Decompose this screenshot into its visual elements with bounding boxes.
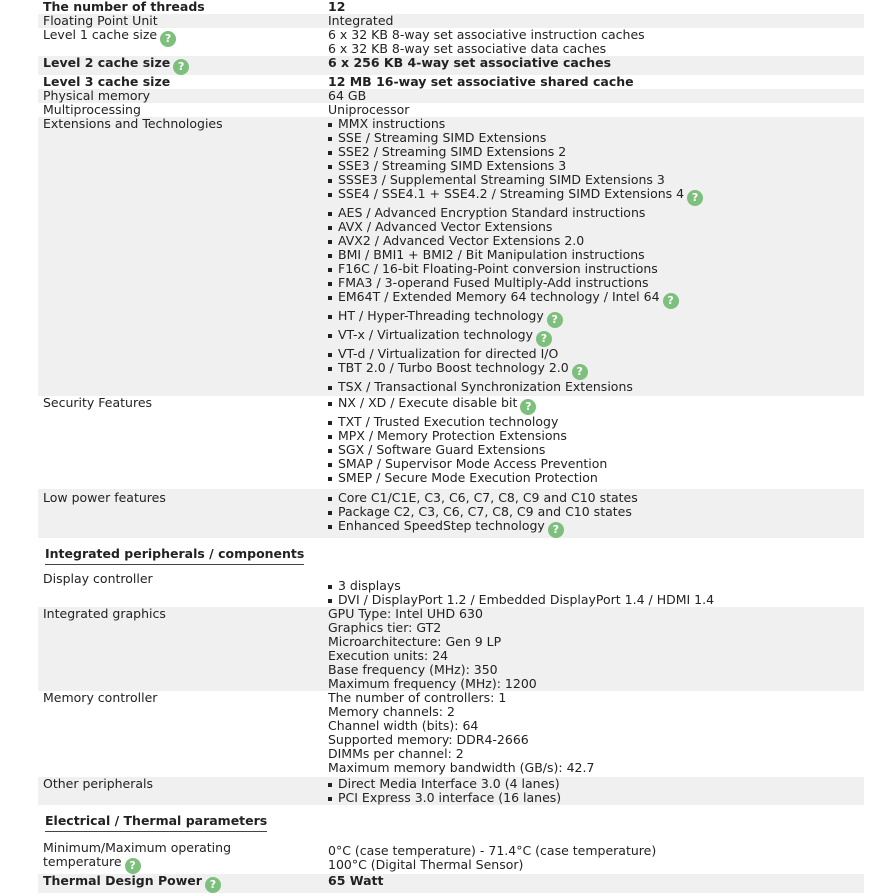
list-item-text: SGX / Software Guard Extensions: [338, 442, 546, 457]
list-item-text: VT-x / Virtualization technology: [338, 327, 533, 342]
list-item: [328, 415, 864, 429]
spec-value-line: Memory channels: 2: [328, 704, 455, 719]
list-item: [328, 443, 864, 457]
list-item-text: MMX instructions: [338, 116, 446, 131]
spec-label: [38, 56, 328, 75]
spec-row: [38, 572, 864, 607]
list-item-text: TBT 2.0 / Turbo Boost technology 2.0: [338, 360, 569, 375]
spec-value-line: Base frequency (MHz): 350: [328, 662, 498, 677]
spec-label: [38, 841, 328, 874]
feature-list: [328, 491, 864, 538]
spec-value-line: Uniprocessor: [328, 102, 410, 117]
spec-value: [328, 691, 864, 775]
spec-row: [38, 396, 864, 489]
list-item-text: SMAP / Supervisor Mode Access Prevention: [338, 456, 608, 471]
list-item: [328, 131, 864, 145]
help-icon[interactable]: ?: [125, 858, 141, 874]
spec-label: [38, 28, 328, 56]
spec-label-text: Other peripherals: [43, 776, 154, 791]
list-item-text: Core C1/C1E, C3, C6, C7, C8, C9 and C10 states: [338, 490, 638, 505]
help-icon[interactable]: ?: [160, 31, 176, 47]
spec-value-line: 0°C (case temperature) - 71.4°C (case temperature): [328, 843, 657, 858]
list-item-text: Direct Media Interface 3.0 (4 lanes): [338, 776, 560, 791]
spec-label-text: Level 3 cache size: [43, 74, 171, 89]
spec-label: [38, 75, 328, 89]
spec-value-line: Supported memory: DDR4-2666: [328, 732, 529, 747]
list-item: [328, 471, 864, 485]
list-item: [328, 396, 864, 415]
list-item: [328, 777, 864, 791]
spec-value-line: 12: [328, 0, 346, 14]
list-item: [328, 206, 864, 220]
spec-value-line: Maximum frequency (MHz): 1200: [328, 676, 537, 691]
list-item: [328, 220, 864, 234]
spec-label: [38, 572, 328, 607]
spec-label-text: Display controller: [43, 571, 153, 586]
spec-row: [38, 89, 864, 103]
spec-row: [38, 874, 864, 893]
list-item-text: 3 displays: [338, 578, 401, 593]
spec-value: [328, 117, 864, 394]
list-item-text: HT / Hyper-Threading technology: [338, 308, 544, 323]
spec-label: [38, 0, 328, 14]
list-item: [328, 579, 864, 593]
help-icon[interactable]: ?: [687, 190, 703, 206]
spec-value: [328, 75, 864, 89]
list-item: [328, 262, 864, 276]
list-item-text: VT-d / Virtualization for directed I/O: [338, 346, 559, 361]
spec-label: [38, 103, 328, 117]
list-item-text: Package C2, C3, C6, C7, C8, C9 and C10 states: [338, 504, 632, 519]
list-item-text: NX / XD / Execute disable bit: [338, 395, 518, 410]
list-item: [328, 159, 864, 173]
list-item-text: SSE3 / Streaming SIMD Extensions 3: [338, 158, 567, 173]
spec-value-line: 64 GB: [328, 88, 367, 103]
help-icon[interactable]: ?: [536, 331, 552, 347]
help-icon[interactable]: ?: [205, 877, 221, 893]
spec-value: [328, 572, 864, 607]
feature-list: [328, 777, 864, 805]
help-icon[interactable]: ?: [663, 293, 679, 309]
list-item-text: BMI / BMI1 + BMI2 / Bit Manipulation instructions: [338, 247, 645, 262]
list-item-text: SSSE3 / Supplemental Streaming SIMD Extensions 3: [338, 172, 665, 187]
list-item: [328, 457, 864, 471]
spec-value-line: 6 x 32 KB 8-way set associative instruction caches: [328, 27, 645, 42]
list-item-text: EM64T / Extended Memory 64 technology / Intel 64: [338, 289, 660, 304]
spec-value: [328, 28, 864, 56]
spec-value-line: Graphics tier: GT2: [328, 620, 442, 635]
spec-row: [38, 75, 864, 89]
list-item: [328, 234, 864, 248]
list-item-text: AVX / Advanced Vector Extensions: [338, 219, 553, 234]
spec-value-line: The number of controllers: 1: [328, 690, 507, 705]
section-header: [0, 805, 889, 839]
section-title: Integrated peripherals / components: [45, 547, 304, 565]
spec-value-line: Maximum memory bandwidth (GB/s): 42.7: [328, 760, 595, 775]
spec-label-text: Multiprocessing: [43, 102, 141, 117]
list-item-text: SSE / Streaming SIMD Extensions: [338, 130, 547, 145]
spec-value-line: DIMMs per channel: 2: [328, 746, 464, 761]
list-item: [328, 791, 864, 805]
spec-value: [328, 841, 864, 874]
spec-value: [328, 874, 864, 893]
spec-value: [328, 103, 864, 117]
list-item-text: AVX2 / Advanced Vector Extensions 2.0: [338, 233, 585, 248]
list-item: [328, 145, 864, 159]
spec-label-text: Level 1 cache size: [43, 27, 158, 42]
list-item-text: F16C / 16-bit Floating-Point conversion instructions: [338, 261, 658, 276]
list-item: [328, 187, 864, 206]
spec-row: [38, 777, 864, 805]
spec-label: [38, 117, 328, 394]
list-item-text: TSX / Transactional Synchronization Extensions: [338, 379, 633, 394]
spec-value: [328, 89, 864, 103]
spec-row: [38, 691, 864, 777]
spec-value-line: Execution units: 24: [328, 648, 449, 663]
spec-value: [328, 777, 864, 805]
spec-label: [38, 396, 328, 485]
list-item: [328, 347, 864, 361]
list-item-text: TXT / Trusted Execution technology: [338, 414, 559, 429]
spec-value: [328, 491, 864, 538]
list-item-text: SMEP / Secure Mode Execution Protection: [338, 470, 598, 485]
spec-label: [38, 14, 328, 28]
spec-label-text: Floating Point Unit: [43, 13, 158, 28]
feature-list: [328, 396, 864, 485]
list-item: [328, 593, 864, 607]
spec-value: [328, 56, 864, 75]
spec-value-line: 6 x 32 KB 8-way set associative data caches: [328, 41, 607, 56]
list-item: [328, 117, 864, 131]
spec-value-line: 100°C (Digital Thermal Sensor): [328, 857, 524, 872]
spec-row: [38, 103, 864, 117]
list-item-text: SSE2 / Streaming SIMD Extensions 2: [338, 144, 567, 159]
spec-value-line: 6 x 256 KB 4-way set associative caches: [328, 55, 612, 70]
list-item-text: PCI Express 3.0 interface (16 lanes): [338, 790, 562, 805]
list-item: [328, 276, 864, 290]
list-item: [328, 309, 864, 328]
spec-label-text: Security Features: [43, 395, 153, 410]
help-icon[interactable]: ?: [548, 522, 564, 538]
spec-value-line: 65 Watt: [328, 873, 384, 888]
section-title: Electrical / Thermal parameters: [45, 814, 267, 832]
list-item-text: Enhanced SpeedStep technology: [338, 518, 545, 533]
list-item: [328, 505, 864, 519]
spec-value: [328, 607, 864, 691]
spec-label-text: Level 2 cache size: [43, 55, 171, 70]
list-item-text: DVI / DisplayPort 1.2 / Embedded DisplayPort 1.4 / HDMI 1.4: [338, 592, 715, 607]
spec-value: [328, 0, 864, 14]
list-item: [328, 519, 864, 538]
spec-label-text: Extensions and Technologies: [43, 116, 223, 131]
list-item: [328, 248, 864, 262]
list-item-text: MPX / Memory Protection Extensions: [338, 428, 567, 443]
help-icon[interactable]: ?: [173, 59, 189, 75]
spec-row: [38, 607, 864, 691]
spec-value-line: Integrated: [328, 13, 394, 28]
spec-row: [38, 117, 864, 396]
spec-label-text: Integrated graphics: [43, 606, 166, 621]
spec-row: [38, 14, 864, 28]
spec-label-text: Minimum/Maximum operating: [43, 840, 232, 855]
spec-label: [38, 777, 328, 805]
spec-label: [38, 607, 328, 691]
feature-list: [328, 579, 864, 607]
spec-value-line: Channel width (bits): 64: [328, 718, 479, 733]
list-item: [328, 173, 864, 187]
spec-label-text: Low power features: [43, 490, 166, 505]
spec-value-line: 12 MB 16-way set associative shared cache: [328, 74, 634, 89]
spec-label-text: Thermal Design Power: [43, 873, 202, 888]
list-item-text: AES / Advanced Encryption Standard instructions: [338, 205, 646, 220]
list-item: [328, 290, 864, 309]
help-icon[interactable]: ?: [520, 399, 536, 415]
spec-label: [38, 874, 328, 893]
spec-value: [328, 14, 864, 28]
spec-row: [38, 56, 864, 75]
spec-value-line: GPU Type: Intel UHD 630: [328, 606, 483, 621]
spec-label-text: Physical memory: [43, 88, 151, 103]
list-item-text: SSE4 / SSE4.1 + SSE4.2 / Streaming SIMD Extensions 4: [338, 186, 685, 201]
list-item: [328, 328, 864, 347]
spec-label: [38, 89, 328, 103]
spec-row: [38, 839, 864, 874]
spec-label-text: Memory controller: [43, 690, 158, 705]
spec-label-text: temperature: [43, 854, 122, 869]
spec-row: [38, 28, 864, 56]
spec-label: [38, 491, 328, 538]
spec-row: [38, 0, 864, 14]
list-item: [328, 429, 864, 443]
help-icon[interactable]: ?: [547, 312, 563, 328]
spec-row: [38, 489, 864, 538]
spec-label-text: The number of threads: [43, 0, 205, 14]
spec-value: [328, 396, 864, 485]
list-item: [328, 380, 864, 394]
help-icon[interactable]: ?: [572, 364, 588, 380]
spec-value-line: Microarchitecture: Gen 9 LP: [328, 634, 502, 649]
section-header: [0, 538, 889, 572]
feature-list: [328, 117, 864, 394]
list-item-text: FMA3 / 3-operand Fused Multiply-Add instructions: [338, 275, 649, 290]
spec-label: [38, 691, 328, 775]
list-item: [328, 491, 864, 505]
list-item: [328, 361, 864, 380]
